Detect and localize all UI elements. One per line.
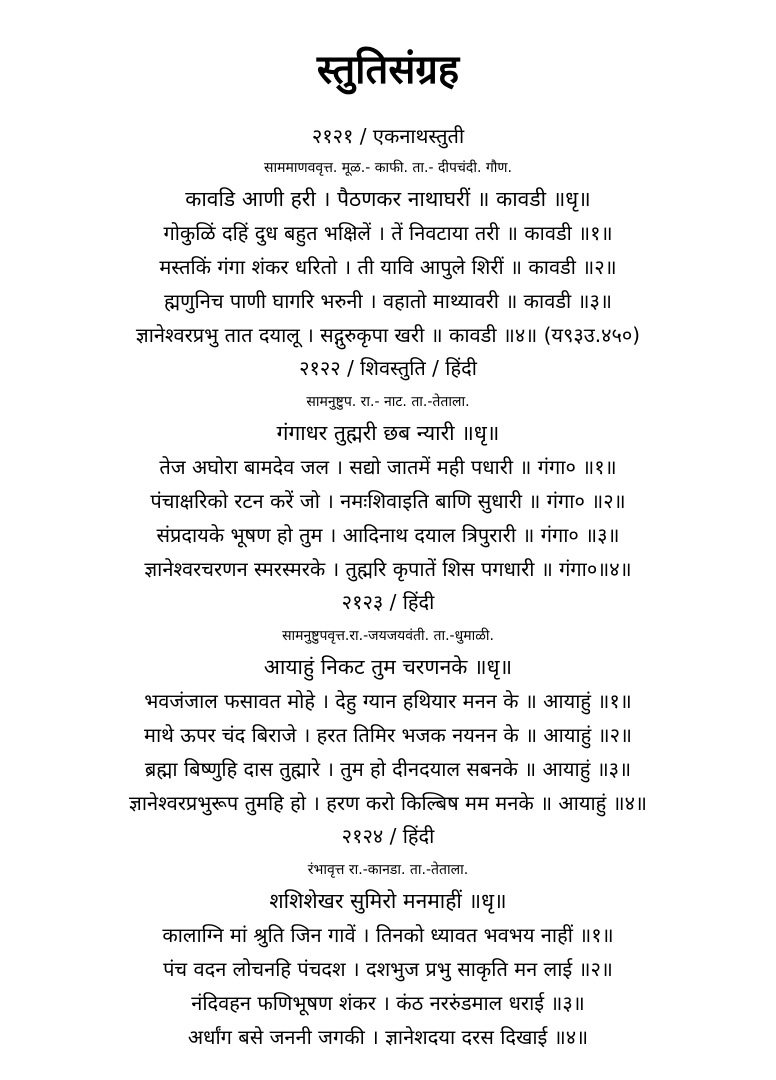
page-title: स्तुतिसंग्रह (316, 47, 460, 93)
song-meta: साममाणववृत्त. मूळ.- काफी. ता.- दीपचंदी. गौण. (264, 160, 512, 176)
song-verse: पंचाक्षरिको रटन करें जो । नमःशिवाइति बाणि सुधारी ॥ गंगा० ॥२॥ (150, 489, 626, 513)
song-refrain: कावडि आणी हरी । पैठणकर नाथाघरीं ॥ कावडी ॥धृ॥ (185, 187, 591, 211)
song-verse: ज्ञानेश्वरप्रभुरूप तुमहि हो । हरण करो किल्बिष मम मनके ॥ आयाहुं ॥४॥ (129, 791, 647, 815)
song-heading: २१२१ / एकनाथस्तुती (311, 124, 465, 148)
song-meta: सामनुष्टुपवृत्त.रा.-जयजयवंती. ता.-धुमाळी. (282, 628, 494, 644)
song-meta: सामनुष्टुप. रा.- नाट. ता.-तेताला. (306, 394, 470, 410)
song-verse: माथे ऊपर चंद बिराजे । हरत तिमिर भजक नयनन के ॥ आयाहुं ॥२॥ (144, 723, 632, 747)
song-verse: नंदिवहन फणिभूषण शंकर । कंठ नररुंडमाल धराई ॥३॥ (191, 991, 585, 1015)
song-verse: भवजंजाल फसावत मोहे । देहु ग्यान हथियार मनन के ॥ आयाहुं ॥१॥ (144, 689, 632, 713)
song-verse: ब्रह्मा बिष्णुहि दास तुह्मारे । तुम हो दीनदयाल सबनके ॥ आयाहुं ॥३॥ (144, 757, 632, 781)
song-verse: ज्ञानेश्वरप्रभु तात दयालू । सद्गुरुकृपा खरी ॥ कावडी ॥४॥ (य९३उ.४५०) (135, 323, 641, 347)
song-meta: रंभावृत्त रा.-कानडा. ता.-तेताला. (307, 862, 469, 878)
song-verse: ह्मणुनिच पाणी घागरि भरुनी । वहातो माथ्यावरी ॥ कावडी ॥३॥ (164, 289, 612, 313)
song-heading: २१२३ / हिंदी (341, 590, 435, 614)
song-refrain: शशिशेखर सुमिरो मनमाहीं ॥धृ॥ (269, 889, 507, 913)
song-verse: मस्तकिं गंगा शंकर धरितो । ती यावि आपुले शिरीं ॥ कावडी ॥२॥ (159, 255, 617, 279)
song-verse: ज्ञानेश्वरचरणन स्मरस्मरके । तुह्मरि कृपातें शिस पगधारी ॥ गंगा०॥४॥ (144, 557, 632, 581)
song-refrain: गंगाधर तुह्मरी छब न्यारी ॥धृ॥ (276, 421, 500, 445)
song-refrain: आयाहुं निकट तुम चरणनके ॥धृ॥ (263, 655, 513, 679)
song-heading: २१२२ / शिवस्तुति / हिंदी (299, 356, 477, 380)
song-verse: कालाग्नि मां श्रुति जिन गावें । तिनको ध्यावत भवभय नाहीं ॥१॥ (162, 923, 614, 947)
song-verse: अर्धांग बसे जननी जगकी । ज्ञानेशदया दरस दिखाई ॥४॥ (187, 1025, 589, 1049)
song-verse: गोकुळिं दहिं दुध बहुत भक्षिलें । तें निवटाया तरी ॥ कावडी ॥१॥ (163, 221, 613, 245)
song-verse: तेज अघोरा बामदेव जल । सद्यो जातमें मही पधारी ॥ गंगा० ॥१॥ (159, 455, 617, 479)
song-verse: संप्रदायके भूषण हो तुम । आदिनाथ दयाल त्रिपुरारी ॥ गंगा० ॥३॥ (156, 523, 620, 547)
song-heading: २१२४ / हिंदी (341, 824, 435, 848)
song-verse: पंच वदन लोचनहि पंचदश । दशभुज प्रभु साकृति मन लाई ॥२॥ (163, 957, 613, 981)
